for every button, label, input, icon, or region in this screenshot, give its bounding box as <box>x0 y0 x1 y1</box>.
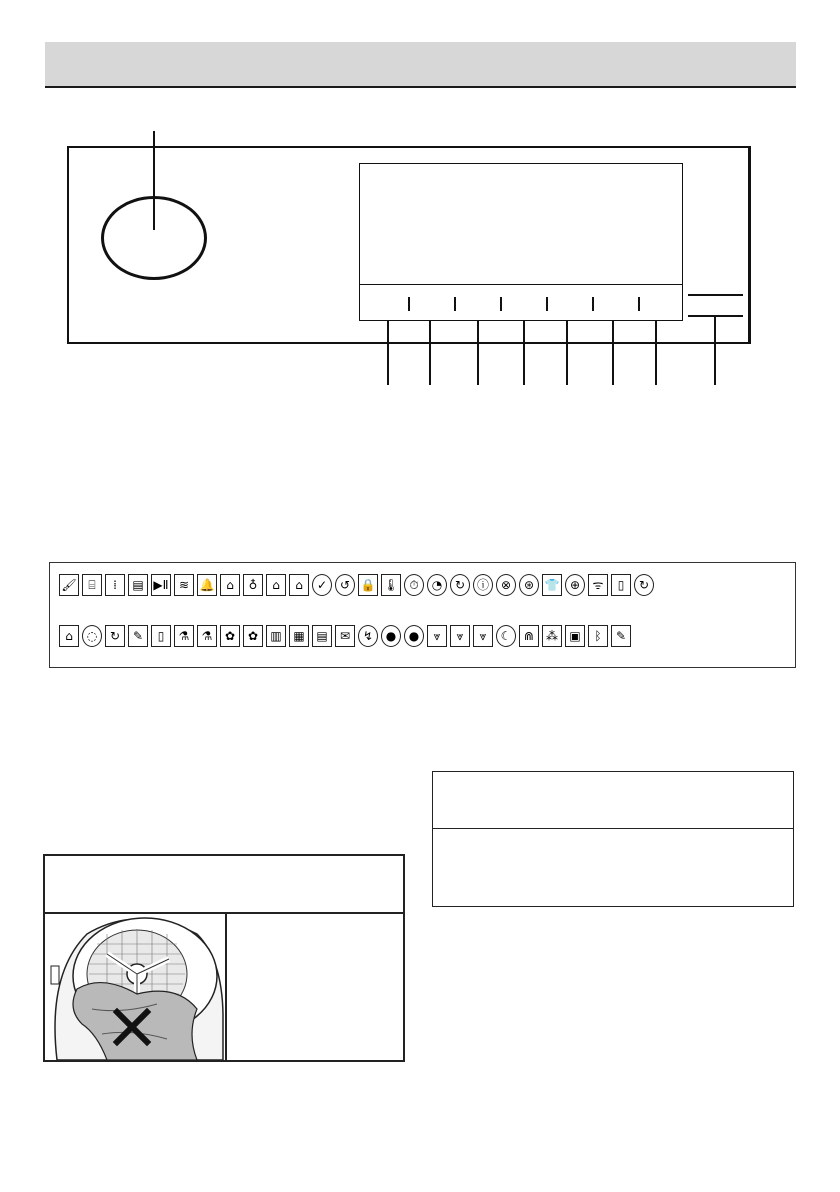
shield-plus-icon: ● <box>381 625 401 647</box>
wifi-icon: ᯤ <box>588 574 608 596</box>
display-button-mark[interactable] <box>500 297 502 311</box>
curtain-icon: ⁂ <box>542 625 562 647</box>
hanger-dry-plus-plus-icon: ⌂ <box>289 574 309 596</box>
check-icon: ✓ <box>312 574 332 596</box>
iron-dry-icon: ⌂ <box>220 574 240 596</box>
bluetooth-icon: ᛒ <box>588 625 608 647</box>
eco-window-icon: ▣ <box>565 625 585 647</box>
time-remaining-icon: ↻ <box>450 574 470 596</box>
duvet-icon: ✉ <box>335 625 355 647</box>
program-download-icon: ✎ <box>611 625 631 647</box>
control-panel-edge <box>749 146 751 344</box>
phone-remote-icon: ▯ <box>611 574 631 596</box>
sound-icon: ⊛ <box>519 574 539 596</box>
callout-leader-line <box>714 316 716 385</box>
timer-icon: ⏱ <box>404 574 424 596</box>
child-lock-icon: 🔒 <box>358 574 378 596</box>
flask-icon: ⚗ <box>197 625 217 647</box>
bedding-icon: ▤ <box>312 625 332 647</box>
hanger-icon: ⌂ <box>59 625 79 647</box>
callout-leader-line <box>612 321 614 385</box>
outdoor-icon: ⋒ <box>519 625 539 647</box>
on-off-icon: ⓘ <box>473 574 493 596</box>
cotton-icon: ✿ <box>243 625 263 647</box>
anti-crease-icon: ↺ <box>335 574 355 596</box>
delay-end-icon: ◔ <box>427 574 447 596</box>
dots-grid-icon: ⁞ <box>105 574 125 596</box>
sound-off-icon: ⊗ <box>496 574 516 596</box>
warning-box <box>43 854 405 1062</box>
hanger-dry-plus-icon: ⌂ <box>266 574 286 596</box>
callout-leader-line <box>523 321 525 385</box>
symbol-legend-box <box>49 562 796 668</box>
thermometer-icon: 🌡 <box>381 574 401 596</box>
drum-icon: ⊕ <box>565 574 585 596</box>
display-button-mark[interactable] <box>408 297 410 311</box>
callout-leader-line <box>655 321 657 385</box>
steam-plus-plus-icon: ⩔ <box>473 625 493 647</box>
callout-leader-line <box>566 321 568 385</box>
quick-icon: ◌ <box>82 625 102 647</box>
program-selector-dial[interactable] <box>101 196 207 280</box>
refresh-icon: ↻ <box>634 574 654 596</box>
drying-icon: ≋ <box>174 574 194 596</box>
night-icon: ☾ <box>496 625 516 647</box>
feather-icon: ✎ <box>128 625 148 647</box>
section-header-bar <box>45 42 796 88</box>
fluff-filter-icon: 🖌 <box>59 574 79 596</box>
note-divider <box>433 828 793 829</box>
drum-illustration <box>47 914 225 1060</box>
shield-plus-plus-icon: ● <box>404 625 424 647</box>
control-panel-display <box>359 163 683 321</box>
steam-icon: ⩔ <box>427 625 447 647</box>
water-tank-icon: ⌸ <box>82 574 102 596</box>
mixed-icon: ▦ <box>289 625 309 647</box>
display-button-mark[interactable] <box>638 297 640 311</box>
warning-column-divider <box>225 912 227 1062</box>
on-off-button-line[interactable] <box>688 294 743 296</box>
display-button-mark[interactable] <box>454 297 456 311</box>
display-divider <box>360 284 682 285</box>
start-pause-icon: ▶Ⅱ <box>151 574 171 596</box>
note-box <box>432 771 794 907</box>
drum-loading-icon <box>47 914 225 1060</box>
filter-icon: ▤ <box>128 574 148 596</box>
symbol-row-2 <box>59 625 631 647</box>
symbol-row-1 <box>59 574 654 596</box>
callout-leader-line <box>429 321 431 385</box>
shirt-icon: 👕 <box>542 574 562 596</box>
callout-leader-line <box>477 321 479 385</box>
callout-leader-line <box>387 321 389 385</box>
shirts-icon: ↻ <box>105 625 125 647</box>
display-button-mark[interactable] <box>592 297 594 311</box>
display-button-mark[interactable] <box>546 297 548 311</box>
jeans-icon: ▥ <box>266 625 286 647</box>
bell-icon: 🔔 <box>197 574 217 596</box>
cotton-eco-icon: ✿ <box>220 625 240 647</box>
hanger-dry-icon: ♁ <box>243 574 263 596</box>
steam-plus-icon: ⩔ <box>450 625 470 647</box>
sport-icon: ↯ <box>358 625 378 647</box>
hygiene-flask-icon: ⚗ <box>174 625 194 647</box>
towel-icon: ▯ <box>151 625 171 647</box>
